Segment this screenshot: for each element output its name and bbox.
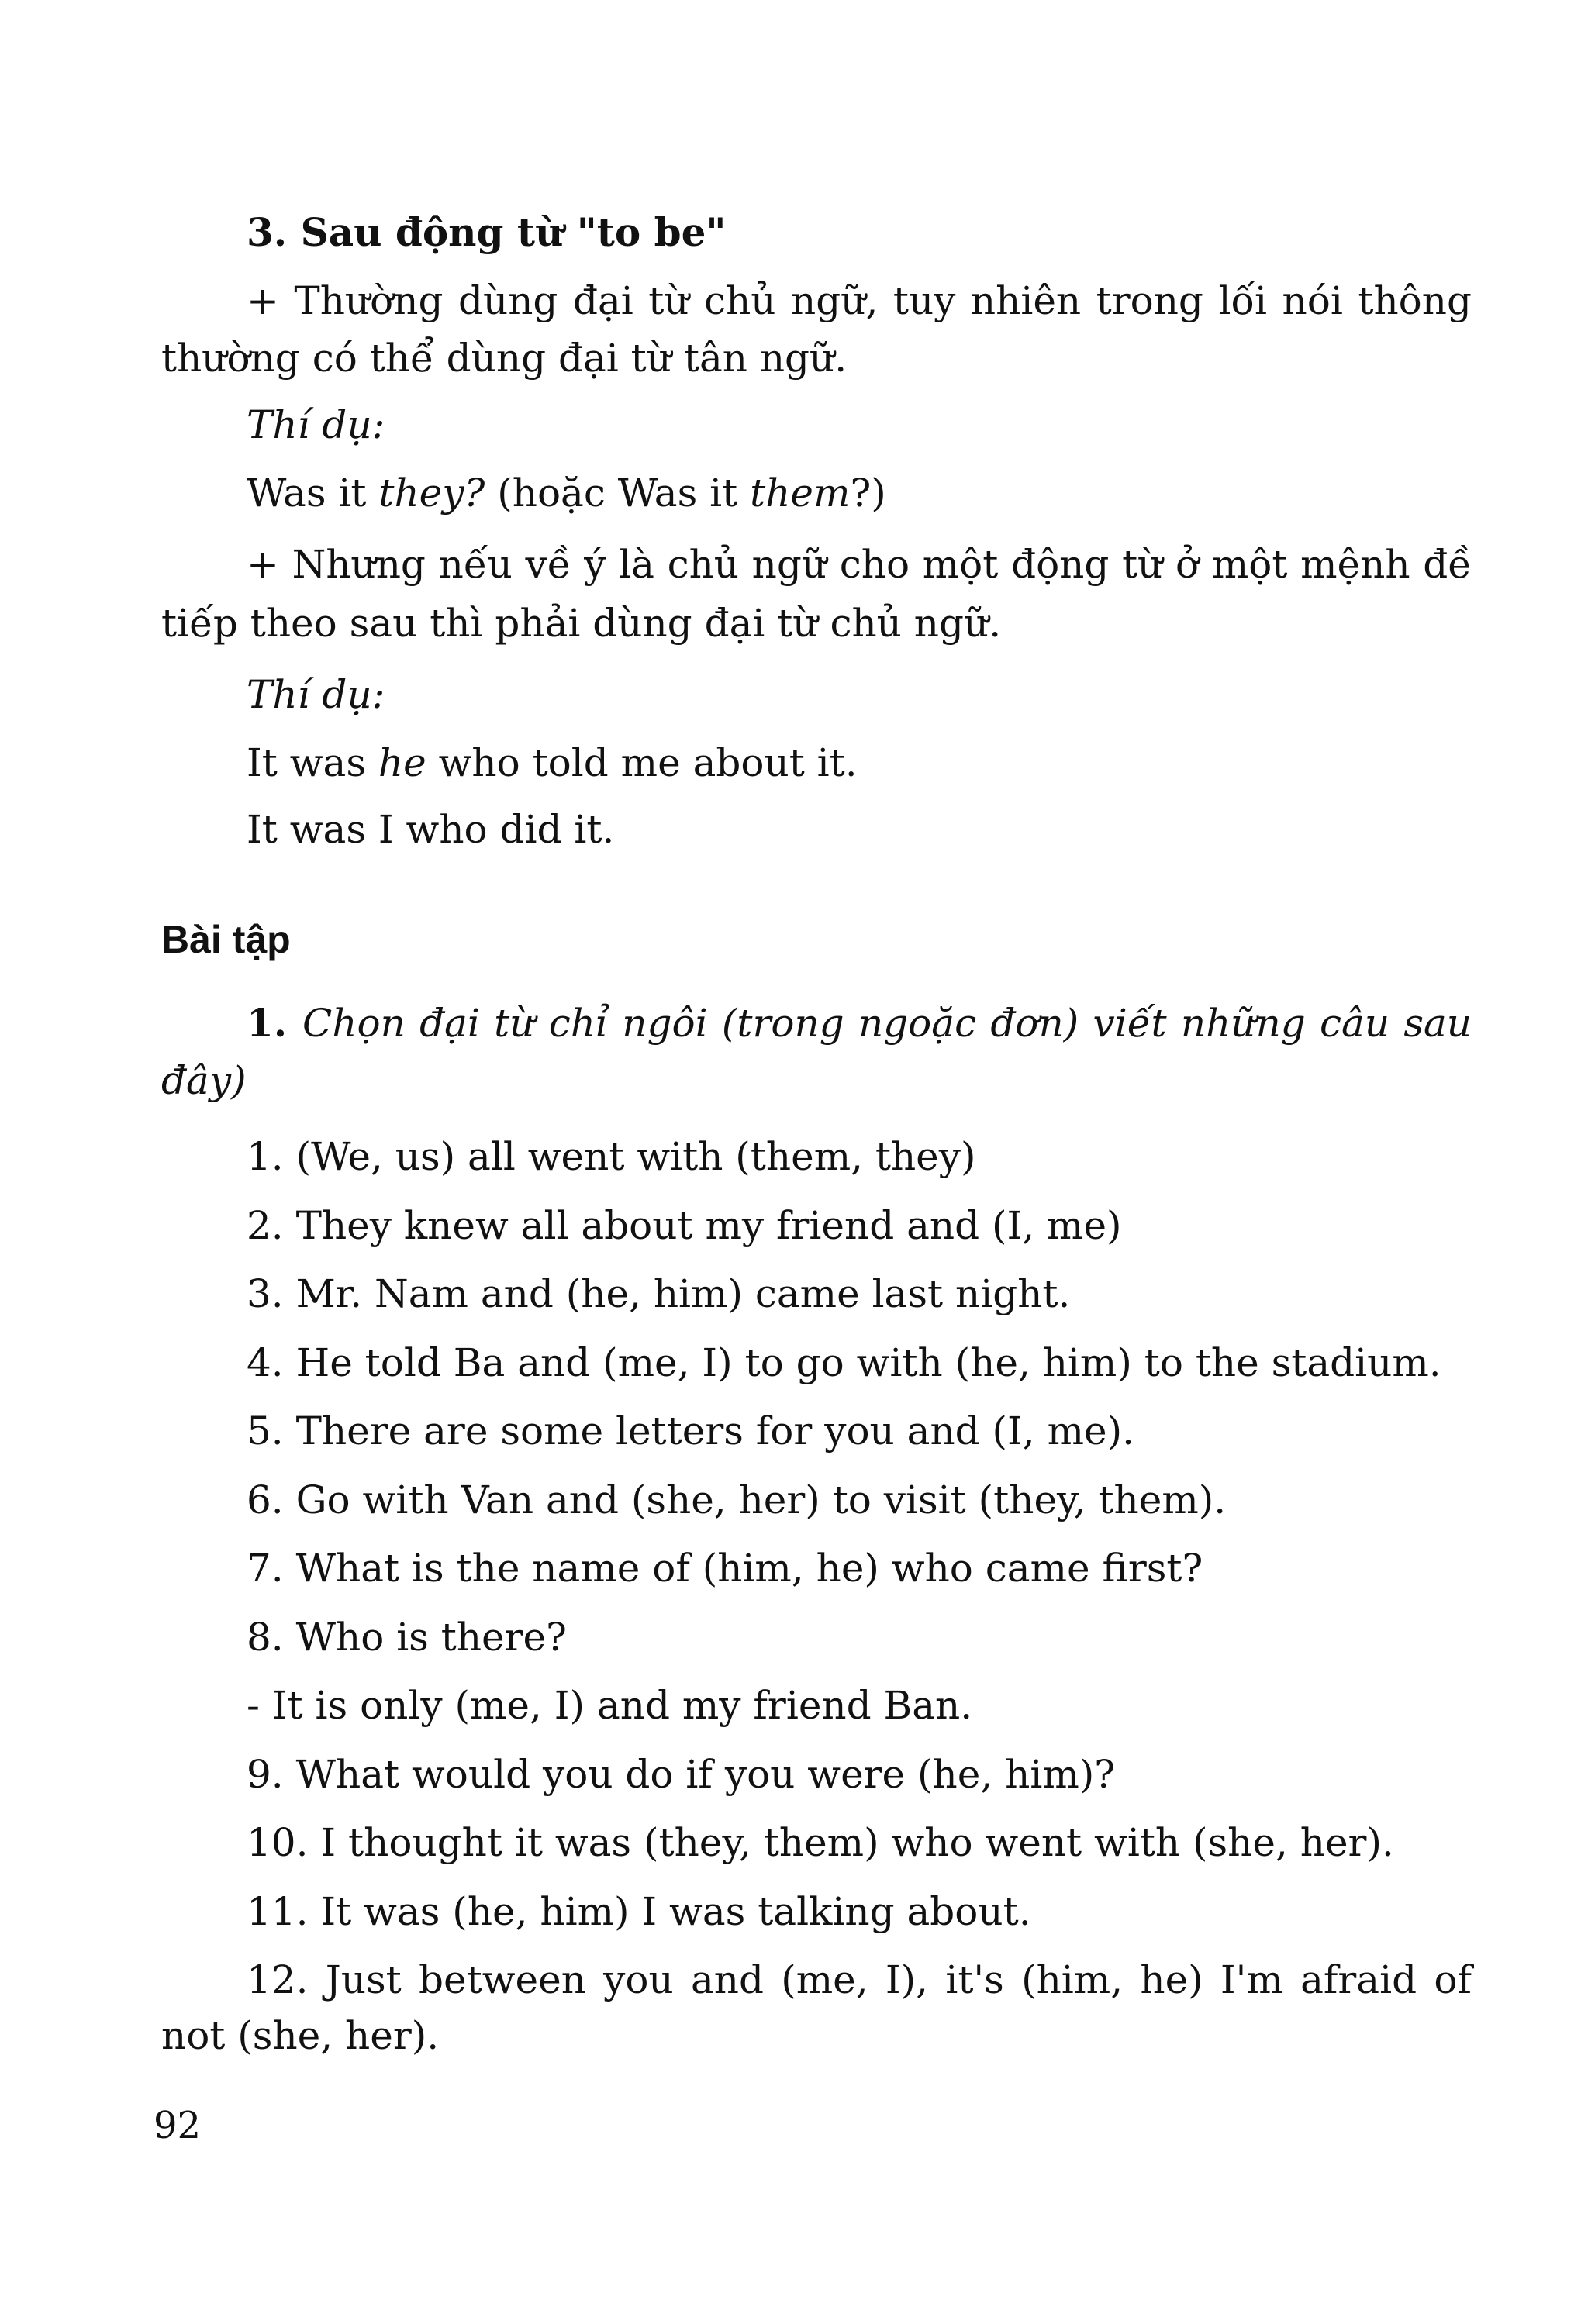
exercise-item-cont: not (she, her).	[161, 2013, 440, 2058]
exercise-item: 9. What would you do if you were (he, him)?	[247, 1752, 1116, 1797]
example-sentence: It was I who did it.	[247, 807, 615, 852]
page-number: 92	[154, 2104, 202, 2147]
exercise-item: 4. He told Ba and (me, I) to go with (he, him) to the stadium.	[247, 1340, 1441, 1385]
exercise-item: 12. Just between you and (me, I), it's (him, he) I'm afraid of	[247, 1957, 1472, 2002]
instruction-text: Chọn đại từ chỉ ngôi (trong ngoặc đơn) viết những câu sau	[302, 1001, 1472, 1046]
exercise-item: - It is only (me, I) and my friend Ban.	[247, 1683, 973, 1728]
example-text: who told me about it.	[426, 740, 858, 785]
exercise-item: 7. What is the name of (him, he) who came first?	[247, 1546, 1203, 1591]
instruction-number: 1.	[247, 1000, 303, 1046]
example-text: ?)	[850, 471, 886, 515]
example-label: Thí dụ:	[247, 402, 385, 447]
exercise-item: 2. They knew all about my friend and (I, me)	[247, 1203, 1122, 1248]
paragraph-line: + Thường dùng đại từ chủ ngữ, tuy nhiên trong lối nói thông	[247, 278, 1472, 323]
exercise-item: 10. I thought it was (they, them) who went with (she, her).	[247, 1820, 1394, 1865]
exercise-item: 6. Go with Van and (she, her) to visit (they, them).	[247, 1477, 1227, 1522]
exercises-heading: Bài tập	[161, 918, 291, 961]
exercise-item: 8. Who is there?	[247, 1615, 567, 1660]
exercise-instruction	[247, 1000, 1472, 1046]
paragraph-line: + Nhưng nếu về ý là chủ ngữ cho một động từ ở một mệnh đề	[247, 542, 1472, 587]
example-sentence	[247, 740, 858, 786]
example-text: Was it	[247, 471, 379, 515]
example-sentence	[247, 470, 886, 516]
exercise-item: 5. There are some letters for you and (I, me).	[247, 1409, 1134, 1453]
example-emphasis: they?	[378, 471, 485, 515]
paragraph-line: tiếp theo sau thì phải dùng đại từ chủ ngữ.	[161, 601, 1002, 646]
exercise-instruction-cont: đây)	[161, 1058, 247, 1103]
exercise-item: 3. Mr. Nam and (he, him) came last night.	[247, 1271, 1071, 1316]
section-heading: 3. Sau động từ "to be"	[247, 209, 727, 255]
exercise-item: 11. It was (he, him) I was talking about.	[247, 1889, 1031, 1934]
example-text: It was	[247, 740, 378, 785]
example-emphasis: he	[378, 740, 426, 785]
example-emphasis: them	[750, 471, 851, 515]
exercise-item: 1. (We, us) all went with (them, they)	[247, 1134, 976, 1179]
example-text: (hoặc Was it	[485, 471, 751, 515]
paragraph-line: thường có thể dùng đại từ tân ngữ.	[161, 336, 848, 381]
example-label: Thí dụ:	[247, 672, 385, 717]
